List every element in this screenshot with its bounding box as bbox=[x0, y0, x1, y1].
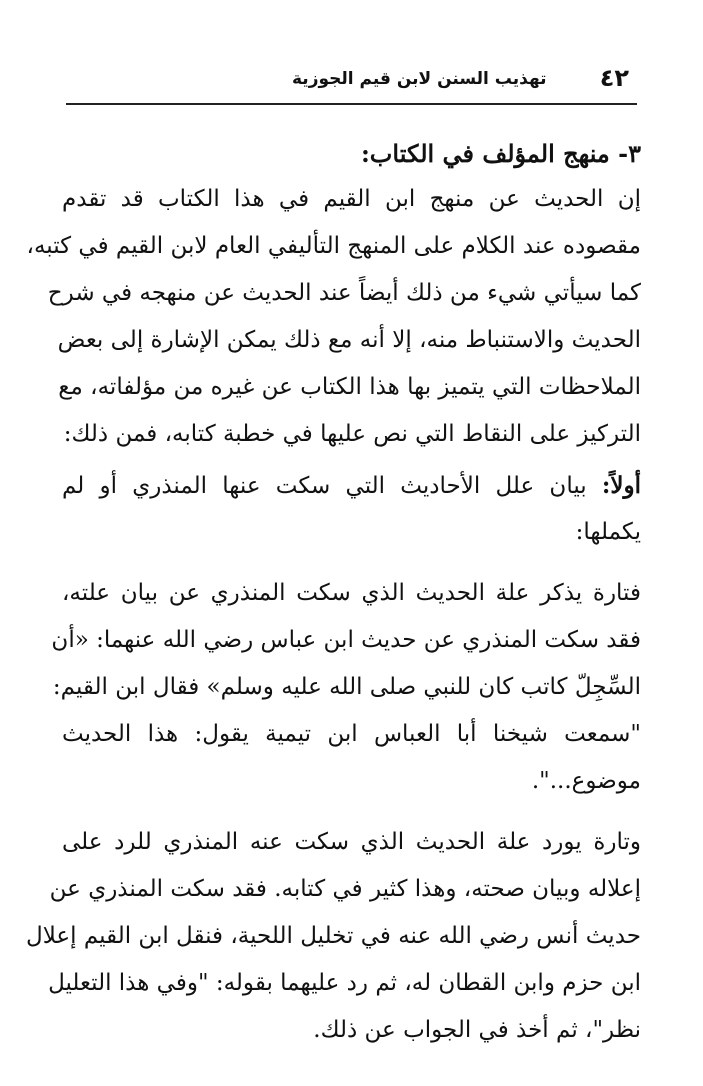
text-line: يكملها: bbox=[575, 519, 641, 545]
paragraph-3 bbox=[25, 819, 641, 1054]
text-line: حديث أنس رضي الله عنه في تخليل اللحية، فنقل ابن القيم إعلال bbox=[25, 923, 641, 949]
page-header bbox=[66, 62, 637, 96]
running-title: تهذيب السنن لابن قيم الجوزية bbox=[292, 69, 547, 89]
text-line: السِّجِلّ كاتب كان للنبي صلى الله عليه وسلم» فقال ابن القيم: bbox=[52, 674, 641, 700]
text-line: "سمعت شيخنا أبا العباس ابن تيمية يقول: هذا الحديث bbox=[62, 721, 641, 747]
paragraph-2 bbox=[51, 570, 641, 805]
text-line: نظر"، ثم أخذ في الجواب عن ذلك. bbox=[313, 1017, 641, 1043]
page-body bbox=[25, 132, 641, 1054]
first-point bbox=[62, 462, 641, 556]
text-line: إعلاله وبيان صحته، وهذا كثير في كتابه. فقد سكت المنذري عن bbox=[49, 876, 641, 902]
text-line: ابن حزم وابن القطان له، ثم رد عليهما بقوله: "وفي هذا التعليل bbox=[48, 970, 641, 996]
text-line: وتارة يورد علة الحديث الذي سكت عنه المنذري للرد على bbox=[62, 829, 641, 855]
text-line: الملاحظات التي يتميز بها هذا الكتاب عن غيره من مؤلفاته، مع bbox=[58, 374, 641, 400]
section-heading: ٣- منهج المؤلف في الكتاب: bbox=[360, 139, 641, 168]
text-line: مقصوده عند الكلام على المنهج التأليفي العام لابن القيم في كتبه، bbox=[26, 233, 641, 259]
text-line bbox=[62, 462, 641, 509]
paragraph-1 bbox=[26, 176, 641, 458]
text-line: فتارة يذكر علة الحديث الذي سكت المنذري عن بيان علته، bbox=[62, 580, 641, 606]
text-line: كما سيأتي شيء من ذلك أيضاً عند الحديث عن منهجه في شرح bbox=[47, 280, 641, 306]
text-line: فقد سكت المنذري عن حديث ابن عباس رضي الله عنهما: «أن bbox=[51, 627, 641, 653]
header-rule bbox=[66, 103, 637, 105]
point-label: أولاً: bbox=[601, 472, 641, 499]
text-line: التركيز على النقاط التي نص عليها في خطبة كتابه، فمن ذلك: bbox=[63, 421, 641, 447]
text-line: إن الحديث عن منهج ابن القيم في هذا الكتاب قد تقدم bbox=[62, 186, 641, 212]
text-line: موضوع...". bbox=[531, 768, 641, 794]
point-text: بيان علل الأحاديث التي سكت عنها المنذري أو لم bbox=[62, 473, 587, 499]
spacer bbox=[62, 805, 641, 819]
spacer bbox=[62, 556, 641, 570]
text-line: الحديث والاستنباط منه، إلا أنه مع ذلك يمكن الإشارة إلى بعض bbox=[57, 327, 641, 353]
page-number: ٤٢ bbox=[599, 64, 629, 92]
